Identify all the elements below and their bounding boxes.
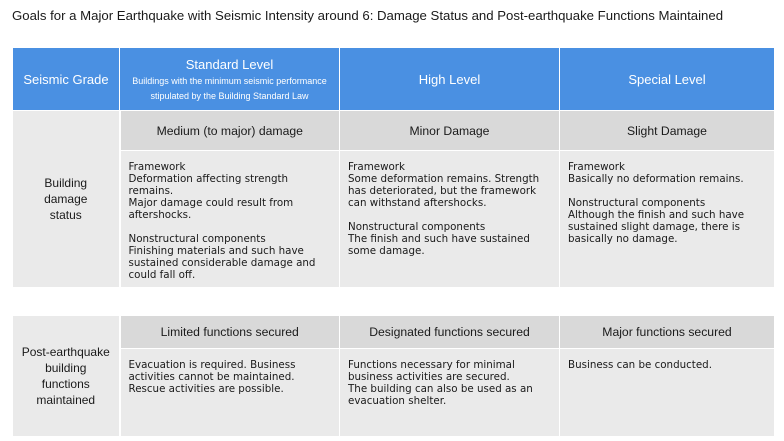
description-line: Rescue activities are possible. [128,383,284,395]
standard-level-note-line1: Buildings with the minimum seismic performance [132,75,327,86]
description-line: Evacuation is required. Business [128,359,296,371]
high-functions-title: Designated functions secured [340,316,560,349]
row-label-line: Building [44,176,88,190]
standard-level-note-line2: stipulated by the Building Standard Law [150,90,309,101]
high-level-header [340,48,560,111]
high-damage-description [340,151,560,288]
building-damage-status-label [13,111,120,288]
description-line: Business can be conducted. [568,359,712,371]
description-line: activities cannot be maintained. [128,371,295,383]
description-line: The finish and such have sustained [348,233,530,245]
high-functions-description [340,349,560,437]
special-functions-description [560,349,775,437]
row-label-line: functions [41,377,90,391]
row-label-line: damage [44,192,88,206]
description-line: Nonstructural components [348,221,486,233]
high-damage-title: Minor Damage [340,111,560,151]
description-line: can withstand aftershocks. [348,197,487,209]
standard-functions-description [120,349,340,437]
description-line: Nonstructural components [568,197,706,209]
special-damage-description [560,151,775,288]
row-label-line: maintained [36,393,96,407]
row-label-line: Post-earthquake [21,345,110,359]
description-line: evacuation shelter. [348,395,447,407]
description-line: has deteriorated, but the framework [348,185,537,197]
description-line: The building can also be used as an [348,383,533,395]
standard-level-label: Standard Level [185,56,274,72]
description-line: aftershocks. [128,209,192,221]
standard-damage-title: Medium (to major) damage [120,111,340,151]
functions-table [12,315,775,437]
description-line: Deformation affecting strength remains. [128,173,289,197]
seismic-grade-label: Seismic Grade [23,71,109,87]
standard-level-header [120,48,340,111]
special-functions-title: Major functions secured [560,316,775,349]
page-title: Goals for a Major Earthquake with Seismic Intensity around 6: Damage Status and Post-earthquake Functions Maintained [12,8,724,23]
description-line: Functions necessary for minimal [348,359,515,371]
description-line: business activities are secured. [348,371,510,383]
row-label-line: building [45,361,87,375]
standard-damage-description [120,151,340,288]
damage-status-table [12,47,775,288]
high-level-label: High Level [418,71,481,87]
post-earthquake-functions-label [13,316,120,437]
description-line: sustained considerable damage and [128,257,316,269]
special-level-label: Special Level [628,71,706,87]
paragraph-gap [568,185,766,197]
description-line: could fall off. [128,269,196,281]
description-line: basically no damage. [568,233,678,245]
description-line: Although the finish and such have [568,209,745,221]
description-line: sustained slight damage, there is [568,221,740,233]
special-level-header [560,48,775,111]
description-line: some damage. [348,245,425,257]
description-line: Some deformation remains. Strength [348,173,540,185]
standard-functions-title: Limited functions secured [120,316,340,349]
paragraph-gap [129,221,332,233]
description-line: Framework [348,161,405,173]
description-line: Nonstructural components [128,233,266,245]
description-line: Framework [128,161,186,173]
description-line: Framework [568,161,625,173]
description-line: Basically no deformation remains. [568,173,744,185]
row-label-line: status [49,208,82,222]
description-line: Major damage could result from [128,197,294,209]
special-damage-title: Slight Damage [560,111,775,151]
seismic-grade-header [13,48,120,111]
paragraph-gap [348,209,551,221]
description-line: Finishing materials and such have [128,245,304,257]
